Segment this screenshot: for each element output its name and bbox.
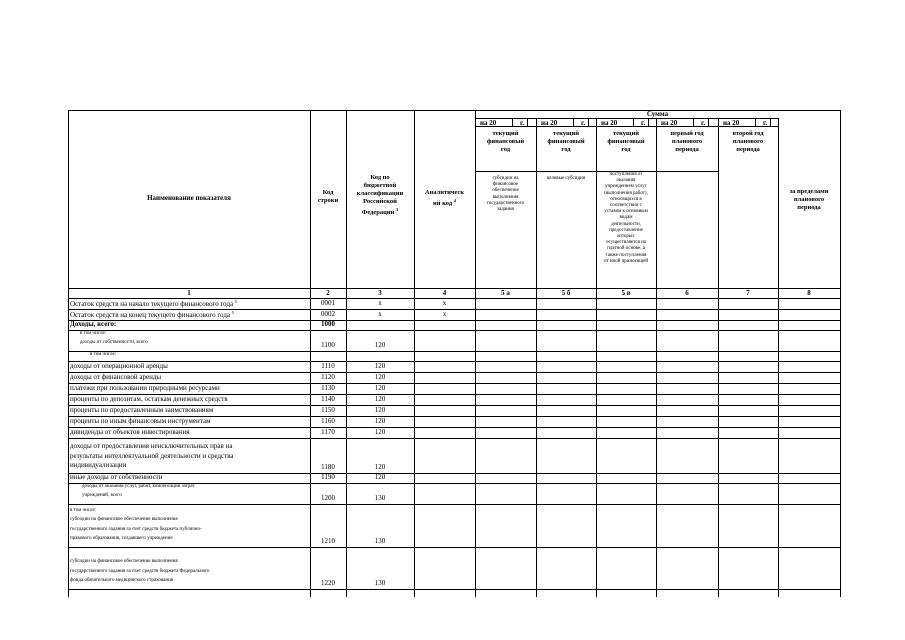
grid-line <box>68 547 841 548</box>
grid-line <box>648 118 649 127</box>
row-label: проценты по депозитам, остаткам денежных средств <box>70 395 228 403</box>
row-label: дивиденды от объектов инвестирования <box>70 428 190 436</box>
row-label-line: индивидуализации <box>70 461 127 470</box>
column-number: 4 <box>442 289 447 297</box>
row-code: 1110 <box>321 362 335 370</box>
grid-line <box>68 473 841 474</box>
grid-line <box>68 110 69 597</box>
row-code: 1130 <box>321 384 335 392</box>
period-label: текущий финансовый год <box>547 130 585 153</box>
grid-line <box>68 288 841 289</box>
row-label: проценты по иным финансовым инструментам <box>70 417 211 425</box>
row-budget-code: 120 <box>374 395 386 403</box>
grid-line <box>68 330 841 331</box>
row-label-line: доходы от предоставления неисключительных прав на <box>70 442 233 451</box>
year-cell-prefix: на 20 <box>723 119 740 127</box>
grid-line <box>573 118 574 127</box>
period-label: второй год планового периода <box>732 130 764 153</box>
sub-label-paid: поступления от оказания учреждением услуг (выполнения работ), относящихся в соответствии с уставом к основным видам деятельности, предоставление которых осуществляется на платной основе, а также поступления от иной приносящей <box>603 172 649 264</box>
row-budget-code: х <box>378 299 382 307</box>
row-label-line: государственного задания за счет средств бюджета Федерального <box>70 568 210 574</box>
summa-header: Сумма <box>646 110 669 118</box>
grid-line <box>718 118 719 597</box>
column-number: 8 <box>807 289 811 297</box>
row-label-line: субсидии на финансовое обеспечение выполнения <box>70 559 178 565</box>
period-label: первый год планового периода <box>670 130 704 153</box>
row-label-line: государственного задания за счет средств бюджета публично- <box>70 526 202 532</box>
grid-line <box>588 118 589 127</box>
row-code: 1170 <box>321 428 335 436</box>
grid-line <box>68 351 841 352</box>
row-label-line: доходы от собственности, всего <box>80 340 148 346</box>
row-code: 1140 <box>321 395 335 403</box>
year-cell-suffix: г. <box>581 119 586 127</box>
row-label-line: субсидии на финансовое обеспечение выполнения <box>70 517 178 523</box>
year-cell-suffix: г. <box>641 119 646 127</box>
section-label: Доходы, всего: <box>70 320 117 328</box>
column-header-name: Наименование показателя <box>147 194 231 202</box>
row-analytic-code: х <box>442 310 447 318</box>
footnote-marker: 5 <box>231 310 235 315</box>
row-code: 0001 <box>321 299 335 307</box>
row-budget-code: 120 <box>374 417 386 425</box>
grid-line <box>68 589 841 590</box>
grid-line <box>693 118 694 127</box>
grid-line <box>68 298 841 299</box>
row-budget-code: 130 <box>374 537 386 545</box>
row-label: в том числе: <box>90 352 117 357</box>
grid-line <box>633 118 634 127</box>
year-cell-suffix: г. <box>763 119 768 127</box>
year-cell-prefix: на 20 <box>480 119 497 127</box>
row-budget-code: 120 <box>374 341 386 349</box>
grid-line <box>68 372 841 373</box>
row-analytic-code: х <box>442 299 447 307</box>
column-number: 7 <box>746 289 750 297</box>
column-number: 5 б <box>561 289 571 297</box>
grid-line <box>68 438 841 439</box>
grid-line <box>656 118 657 597</box>
sub-label-subsidy: субсидии на финансовое обеспечение выполнения государственного задания <box>486 176 525 213</box>
footnote-marker: 3 <box>396 207 399 212</box>
year-cell-prefix: на 20 <box>661 119 678 127</box>
grid-line <box>68 320 841 321</box>
period-label: текущий финансовый год <box>607 130 645 153</box>
grid-line <box>840 110 841 597</box>
row-budget-code: х <box>378 310 382 318</box>
row-label-line: учреждений, всего <box>82 493 122 499</box>
row-label-line: правового образования, создавшего учреждение <box>70 536 173 542</box>
row-budget-code: 120 <box>374 406 386 414</box>
row-budget-code: 120 <box>374 384 386 392</box>
row-label-line: доходы от оказания услуг, работ, компенсации затрат <box>82 483 195 489</box>
grid-line <box>770 118 771 127</box>
row-budget-code: 120 <box>374 473 386 481</box>
grid-line <box>68 504 841 505</box>
row-code: 1200 <box>321 494 335 502</box>
period-label: текущий финансовый год <box>486 130 525 153</box>
year-cell-suffix: г. <box>520 119 525 127</box>
footnote-marker: 5 <box>234 299 238 304</box>
row-label-line: в том числе: <box>70 507 97 513</box>
row-code: 1000 <box>321 320 335 328</box>
row-label: платежи при пользовании природными ресурсами <box>70 384 220 392</box>
row-label-line: в том числе: <box>80 330 107 336</box>
row-budget-code: 130 <box>374 579 386 587</box>
row-label: доходы от операционной аренды <box>70 362 168 370</box>
grid-line <box>68 361 841 362</box>
grid-line <box>414 110 415 597</box>
footnote-marker: 4 <box>453 198 456 203</box>
grid-line <box>310 110 311 597</box>
row-code: 1190 <box>321 473 335 481</box>
row-label: проценты по предоставленным заимствованиям <box>70 406 214 414</box>
row-budget-code: 130 <box>374 494 386 502</box>
row-code: 1220 <box>321 579 335 587</box>
grid-line <box>536 118 537 597</box>
year-cell-prefix: на 20 <box>541 119 558 127</box>
row-budget-code: 120 <box>374 373 386 381</box>
row-code: 1120 <box>321 373 335 381</box>
row-label-line: фонда обязательного медицинского страхования <box>70 578 174 584</box>
row-label-line: результаты интеллектуальной деятельности и средства <box>70 451 234 460</box>
row-budget-code: 120 <box>374 428 386 436</box>
column-number: 2 <box>326 289 330 297</box>
row-budget-code: 120 <box>374 463 386 471</box>
year-cell-prefix: на 20 <box>601 119 618 127</box>
sub-label-target: целевые субсидии <box>546 176 586 181</box>
column-header-analytic: Аналитическ ий код $^4$ <box>424 189 465 207</box>
column-number: 3 <box>378 289 382 297</box>
row-budget-code: 120 <box>374 362 386 370</box>
row-code: 1100 <box>321 341 335 349</box>
grid-line <box>527 118 528 127</box>
row-code: 1150 <box>321 406 335 414</box>
row-label: Остаток средств на начало текущего финансового года $^5$ <box>70 299 238 308</box>
row-label: доходы от финансовой аренды <box>70 373 162 381</box>
grid-line <box>68 309 841 310</box>
row-code: 1180 <box>321 463 335 471</box>
row-label: иные доходы от собственности <box>70 473 163 481</box>
grid-line <box>755 118 756 127</box>
column-header-budget-code: Код по бюджетной классификации Российской Федерации $^3$ <box>356 174 404 216</box>
grid-line <box>512 118 513 127</box>
column-header-code: Код строки <box>317 189 339 204</box>
column-header-beyond: за пределами планового периода <box>789 188 829 211</box>
grid-line <box>708 118 709 127</box>
row-code: 1210 <box>321 537 335 545</box>
row-label: Остаток средств на конец текущего финансового года $^5$ <box>70 310 235 319</box>
column-number: 5 а <box>501 289 510 297</box>
row-code: 1160 <box>321 417 335 425</box>
column-number: 1 <box>187 289 191 297</box>
column-number: 5 в <box>621 289 631 297</box>
row-code: 0002 <box>321 310 335 318</box>
year-cell-suffix: г. <box>701 119 706 127</box>
column-number: 6 <box>685 289 689 297</box>
